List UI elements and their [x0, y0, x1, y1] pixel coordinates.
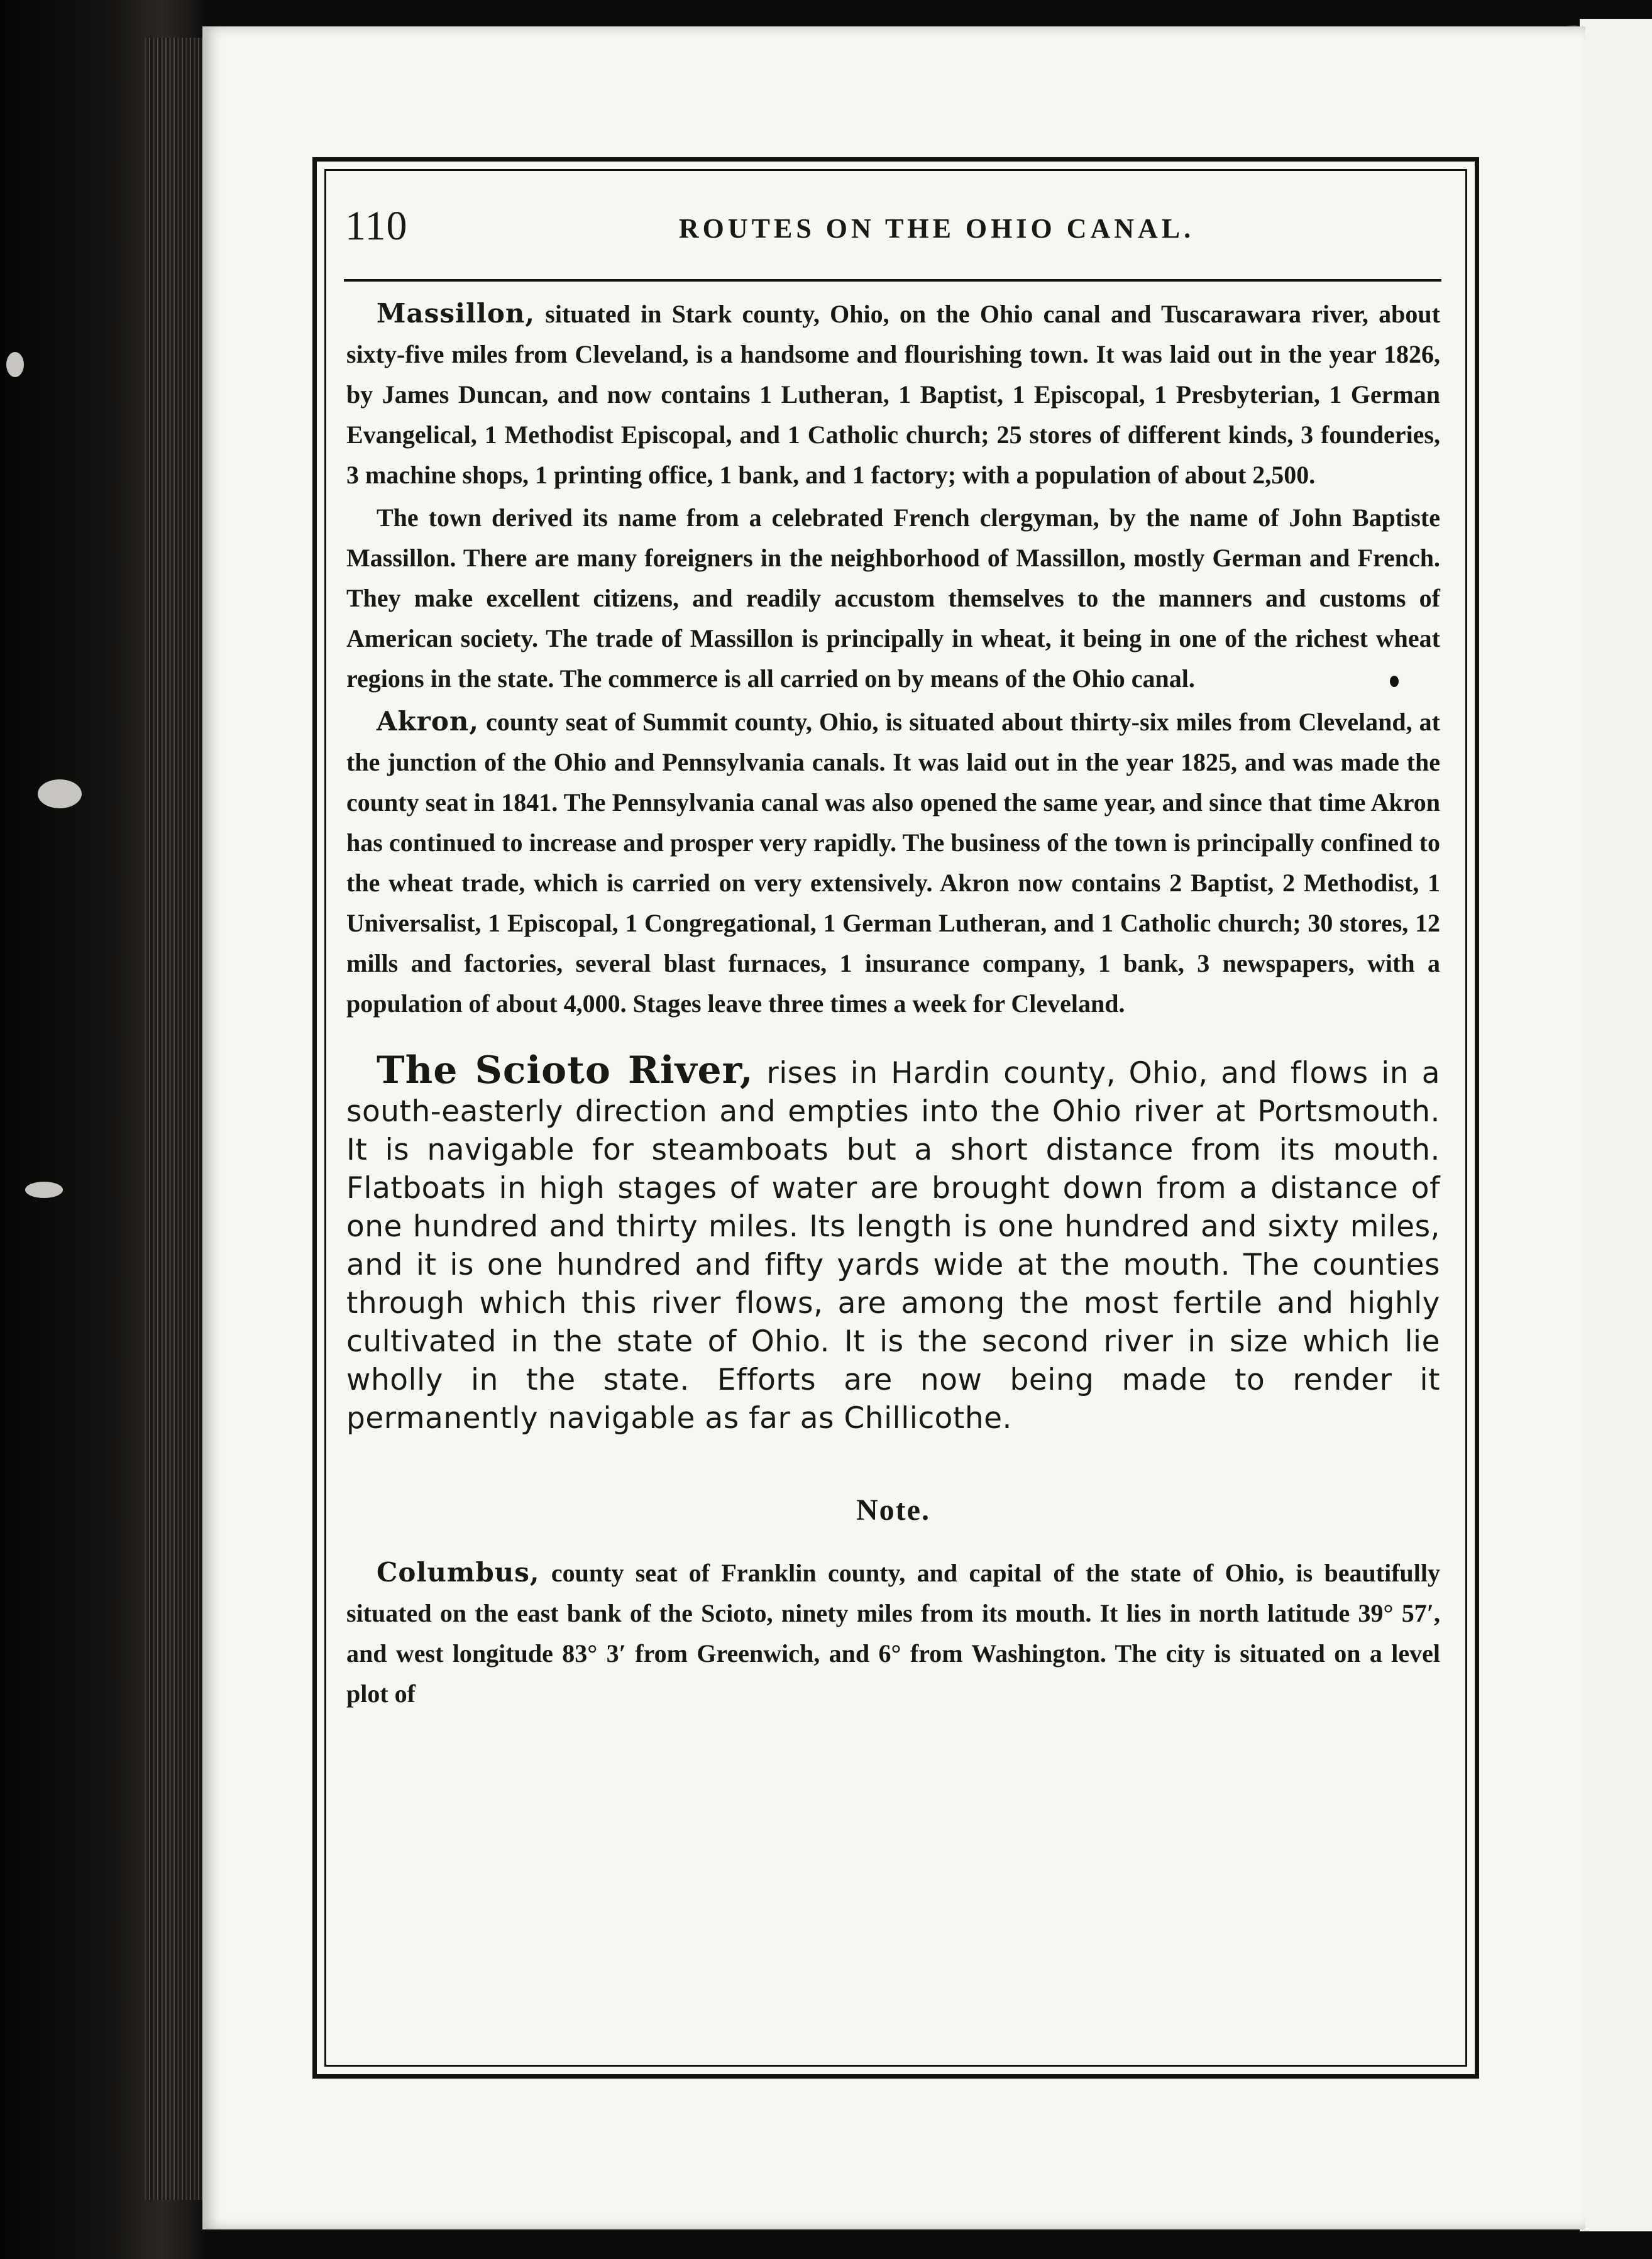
- paper-speck: [38, 779, 82, 808]
- scioto-lead: The Scioto River,: [377, 1048, 754, 1092]
- book-page: [202, 26, 1585, 2229]
- akron-text: county seat of Summit county, Ohio, is situated about thirty-six miles from Cleveland, at the junction of the Ohio and Pennsylvania canals. It was laid out in the year 1825, and was made the county seat in 1841. The Pennsylvania canal was also opened the same year, and since that time Akron has continued to increase and prosper very rapidly. The business of the town is principally confined to the wheat trade, which is carried on very extensively. Akron now contains 2 Baptist, 2 Methodist, 1 Universalist, 1 Episcopal, 1 Congregational, 1 German Lutheran, and 1 Catholic church; 30 stores, 12 mills and factories, several blast furnaces, 1 insurance company, 1 bank, 3 newspapers, with a population of about 4,000. Stages leave three times a week for Cleveland.: [346, 708, 1440, 1018]
- massillon-paragraph-2: [346, 498, 1440, 699]
- paper-speck: [25, 1182, 63, 1198]
- page-number: 110: [345, 203, 408, 249]
- page-border: [312, 157, 1479, 2079]
- adjacent-page: [1580, 19, 1652, 2231]
- page-edges: [145, 38, 204, 2200]
- massillon-paragraph: [346, 294, 1440, 495]
- massillon-lead: Massillon,: [377, 298, 536, 329]
- page-border-inner: [324, 169, 1467, 2067]
- akron-lead: Akron,: [377, 706, 479, 737]
- massillon-text-2: The town derived its name from a celebrated French clergyman, by the name of John Baptiste Massillon. There are many foreigners in the neighborhood of Massillon, mostly German and French. They make excellent citizens, and readily accustom themselves to the manners and customs of American society. The trade of Massillon is principally in wheat, it being in one of the richest wheat regions in the state. The commerce is all carried on by means of the Ohio canal.: [346, 503, 1440, 693]
- massillon-text: situated in Stark county, Ohio, on the Ohio canal and Tuscarawara river, about sixty-five miles from Cleveland, is a handsome and flourishing town. It was laid out in the year 1826, by James Duncan, and now contains 1 Lutheran, 1 Baptist, 1 Episcopal, 1 Presbyterian, 1 German Evangelical, 1 Methodist Episcopal, and 1 Catholic church; 25 stores of different kinds, 3 founderies, 3 machine shops, 1 printing office, 1 bank, and 1 factory; with a population of about 2,500.: [346, 300, 1440, 489]
- columbus-text: county seat of Franklin county, and capital of the state of Ohio, is beautifully situated on the east bank of the Scioto, ninety miles from its mouth. It lies in north latitude 39° 57′, and west longitude 83° 3′ from Greenwich, and 6° from Washington. The city is situated on a level plot of: [346, 1559, 1440, 1708]
- columbus-paragraph: [346, 1553, 1440, 1714]
- columbus-lead: Columbus,: [377, 1557, 540, 1588]
- akron-paragraph: [346, 701, 1440, 1024]
- header-rule: [344, 279, 1441, 282]
- ornament-dot: [1390, 676, 1399, 687]
- page-body: [346, 294, 1440, 1714]
- running-head: ROUTES ON THE OHIO CANAL.: [678, 213, 1195, 244]
- scioto-text: rises in Hardin county, Ohio, and flows in a south-easterly direction and empties into the Ohio river at Portsmouth. It is navigable for steamboats but a short distance from its mouth. Flatboats in high stages of water are brought down from a distance of one hundred and thirty miles. Its length is one hundred and sixty miles, and it is one hundred and fifty yards wide at the mouth. The counties through which this river flows, are among the most fertile and highly cultivated in the state of Ohio. It is the second river in size which lie wholly in the state. Efforts are now being made to render it permanently navigable as far as Chillicothe.: [346, 1056, 1440, 1436]
- scioto-paragraph: [346, 1048, 1440, 1437]
- paper-speck: [6, 352, 24, 377]
- note-heading: Note.: [856, 1493, 930, 1527]
